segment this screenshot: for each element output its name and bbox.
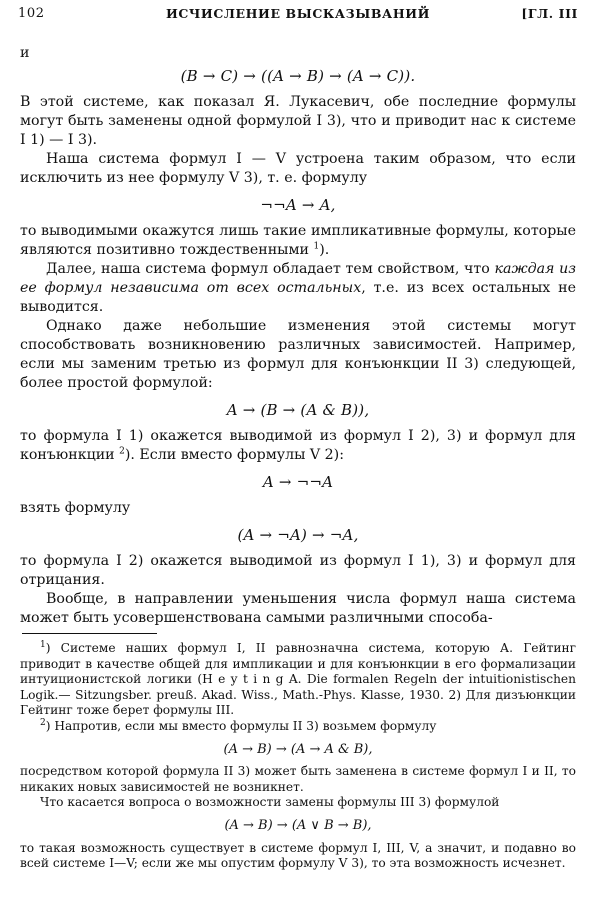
paragraph-4-emphasis: каждая из ее формул независима от всех остальных [20, 261, 576, 296]
paragraph-4-start: Далее, наша система формул обладает тем свойством, что [46, 261, 495, 277]
paragraph-8: то формула I 2) окажется выводимой из формул I 1), 3) и формул для отрицания. [20, 553, 576, 588]
footnote-2-text: ) Напротив, если мы вместо формулы II 3) возьмем формулу [45, 718, 437, 733]
main-text [20, 44, 576, 628]
paragraph-5: Однако даже небольшие изменения этой системы могут способствовать возникновению различных зависимостей. Например, если мы заменим третью из формул для конъюнкции II 3) следующей, более простой формулой: [20, 318, 576, 391]
formula-3: A → (B → (A & B)), [226, 401, 370, 419]
formula-4: A → ¬¬A [262, 473, 334, 491]
footnotes [20, 641, 576, 872]
paragraph-3-text: то выводимыми окажутся лишь такие импликативные формулы, которые являются позитивно тождественными [20, 223, 576, 258]
footnote-formula-1: (A → B) → (A → A & B), [223, 741, 373, 757]
running-title: ИСЧИСЛЕНИЕ ВЫСКАЗЫВАНИЙ [165, 6, 431, 21]
footnote-divider [22, 633, 157, 634]
footnote-2-paragraph-2-continuation: то такая возможность существует в системе формул I, III, V, а значит, и подавно во всей системе I—V; если же мы опустим формулу V 3), то эта возможность исчезнет. [20, 840, 576, 871]
paragraph-1: В этой системе, как показал Я. Лукасевич, обе последние формулы могут быть заменены одной формулой I 3), что и приводит нас к системе I 1) — I 3). [20, 94, 576, 148]
footnote-2-paragraph-2: Что касается вопроса о возможности замены формулы III 3) формулой [40, 795, 500, 810]
paragraph-6-text: то формула I 1) окажется выводимой из формул I 2), 3) и формул для конъюнкции [20, 428, 576, 463]
paragraph-6 [20, 427, 576, 465]
formula-5: (A → ¬A) → ¬A, [237, 526, 359, 544]
formula-1: (B → C) → ((A → B) → (A → C)). [180, 67, 416, 85]
formula-2: ¬¬A → A, [260, 196, 336, 214]
chapter-label: [ГЛ. III [521, 6, 578, 21]
paragraph-2: Наша система формул I — V устроена таким образом, что если исключить из нее формулу V 3), т. е. формулу [20, 151, 576, 186]
paragraph-3 [20, 222, 576, 260]
footnote-1-text: ) Системе наших формул I, II равнозначна система, которую А. Гейтинг приводит в качестве общей для импликации и для конъюнкции в его формализации интуиционистской логики (H e y t i n g A. Die formalen Regeln der intuitionistischen Logik.— Sitzungsber. preuß. Akad. Wiss., Math.-Phys. Klasse, 1930. 2) Для дизъюнкции Гейтинг тоже берет формулы III. [20, 641, 576, 718]
footnote-2 [20, 719, 576, 735]
paragraph-3-end: ). [319, 242, 330, 258]
paragraph-6-end: ). Если вместо формулы V 2): [124, 447, 344, 463]
footnote-2-continuation: посредством которой формула II 3) может быть заменена в системе формул I и II, то никаких новых зависимостей не возникнет. [20, 764, 576, 794]
paragraph-4-end: , т.е. из всех остальных не выводится. [20, 280, 576, 315]
footnote-1 [20, 641, 576, 719]
paragraph-4 [20, 260, 576, 317]
paragraph-9: Вообще, в направлении уменьшения числа формул наша система может быть усовершенствована самыми различными способа- [20, 591, 576, 626]
conjunction-and: и [20, 45, 30, 61]
page-number: 102 [18, 6, 45, 21]
footnote-1-mark: 1 [40, 639, 46, 650]
paragraph-7: взять формулу [20, 500, 131, 516]
running-header [18, 6, 578, 24]
footnote-formula-2: (A → B) → (A ∨ B → B), [224, 817, 372, 833]
footnote-ref-1: 1 [313, 241, 320, 252]
footnote-ref-2: 2 [119, 446, 125, 457]
footnote-2-mark: 2 [40, 717, 46, 728]
